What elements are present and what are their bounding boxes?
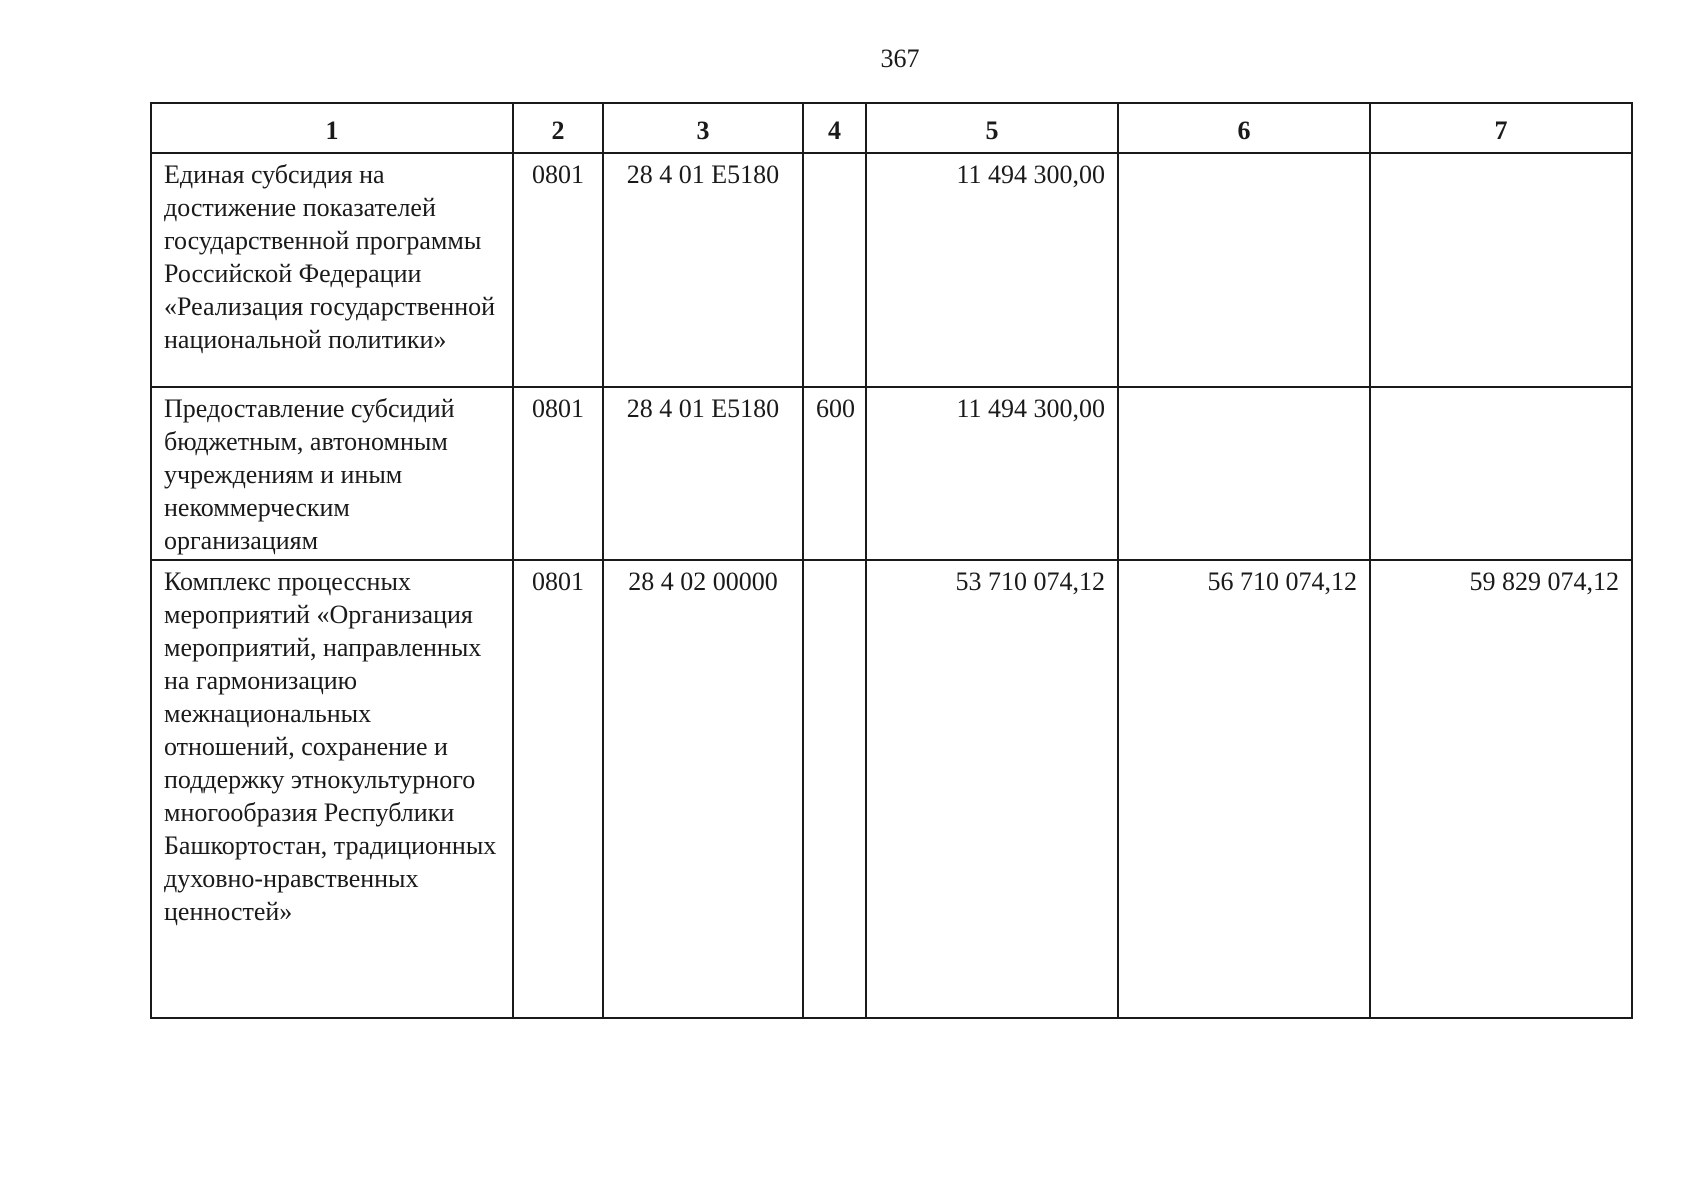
header-col-6: 6 [1118,103,1370,153]
page-number: 367 [880,44,920,73]
budget-table [150,102,1633,1019]
row-target-code: 28 4 01 E5180 [603,153,803,387]
table-row [151,560,1632,1018]
row-amount-5: 53 710 074,12 [866,560,1118,1018]
row-amount-7: 59 829 074,12 [1370,560,1632,1018]
row-expense-type [803,153,866,387]
header-col-2: 2 [513,103,603,153]
row-section-code: 0801 [513,387,603,560]
header-col-5: 5 [866,103,1118,153]
row-amount-7 [1370,387,1632,560]
row-amount-6: 56 710 074,12 [1118,560,1370,1018]
header-col-4: 4 [803,103,866,153]
row-amount-5: 11 494 300,00 [866,153,1118,387]
table-row [151,153,1632,387]
header-row [151,103,1632,153]
row-name: Единая субсидия на достижение показателей государственной программы Российской Федерации «Реализация государственной национальной политики» [151,153,513,387]
row-name: Комплекс процессных мероприятий «Организация мероприятий, направленных на гармонизацию межнациональных отношений, сохранение и поддержку этнокультурного многообразия Республики Башкортостан, традиционных духовно-нравственных ценностей» [151,560,513,1018]
row-amount-5: 11 494 300,00 [866,387,1118,560]
row-section-code: 0801 [513,560,603,1018]
row-expense-type [803,560,866,1018]
row-target-code: 28 4 02 00000 [603,560,803,1018]
header-col-1: 1 [151,103,513,153]
header-col-7: 7 [1370,103,1632,153]
row-amount-7 [1370,153,1632,387]
row-target-code: 28 4 01 E5180 [603,387,803,560]
row-expense-type: 600 [803,387,866,560]
row-amount-6 [1118,387,1370,560]
row-name: Предоставление субсидий бюджетным, автономным учреждениям и иным некоммерческим организациям [151,387,513,560]
row-amount-6 [1118,153,1370,387]
header-col-3: 3 [603,103,803,153]
table-row [151,387,1632,560]
row-section-code: 0801 [513,153,603,387]
